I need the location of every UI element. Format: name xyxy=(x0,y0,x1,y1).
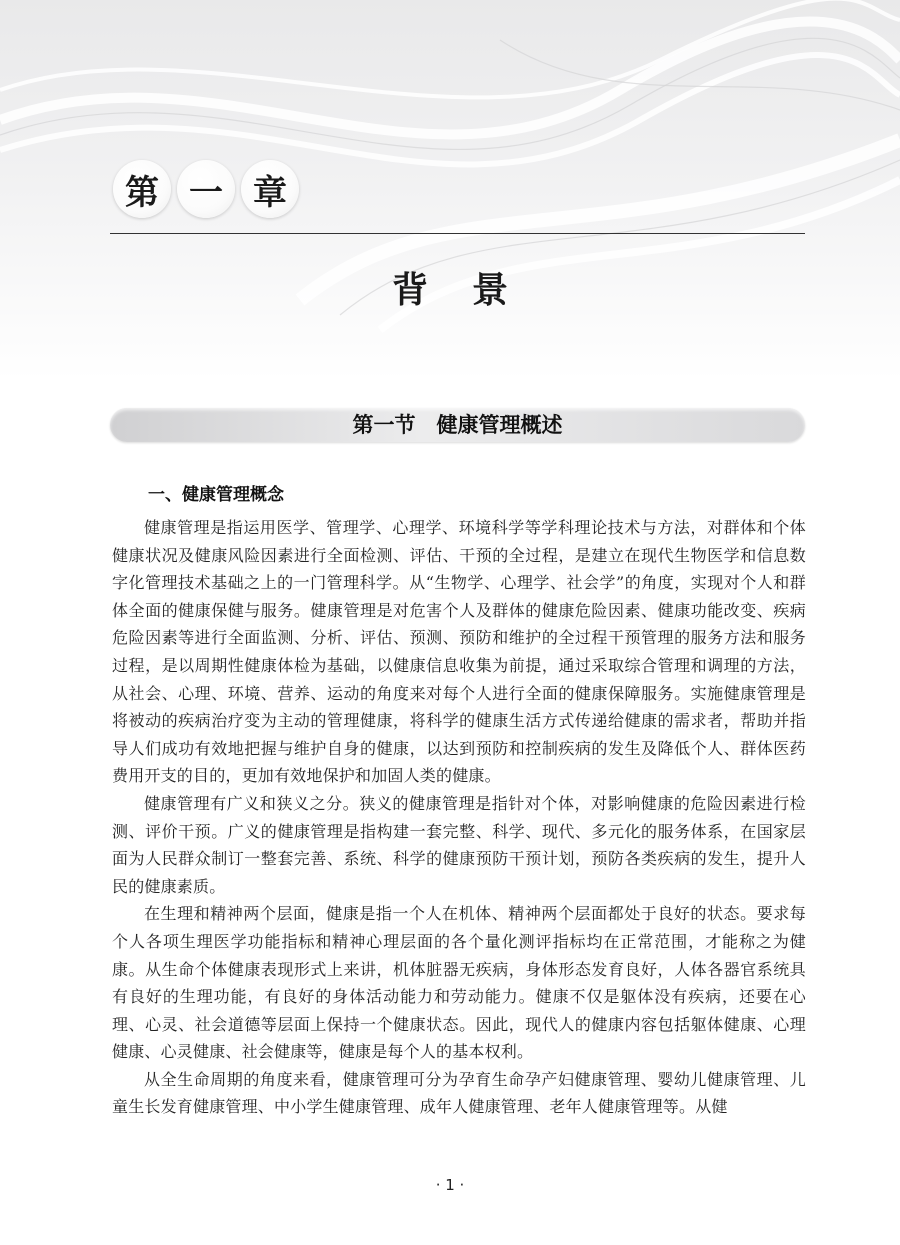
paragraph: 在生理和精神两个层面，健康是指一个人在机体、精神两个层面都处于良好的状态。要求每个人各项生理医学功能指标和精神心理层面的各个量化测评指标均在正常范围，才能称之为健康。从生命个体健康表现形式上来讲，机体脏器无疾病，身体形态发育良好，人体各器官系统具有良好的生理功能，有良好的身体活动能力和劳动能力。健康不仅是躯体没有疾病，还要在心理、心灵、社会道德等层面上保持一个健康状态。因此，现代人的健康内容包括躯体健康、心理健康、心灵健康、社会健康等，健康是每个人的基本权利。 xyxy=(112,904,806,1062)
chapter-heading xyxy=(113,160,299,218)
section-banner xyxy=(110,408,805,442)
body-text xyxy=(112,514,806,1121)
paragraph: 健康管理是指运用医学、管理学、心理学、环境科学等学科理论技术与方法，对群体和个体健康状况及健康风险因素进行全面检测、评估、干预的全过程，是建立在现代生物医学和信息数字化管理技术基础之上的一门管理科学。从“生物学、心理学、社会学”的角度，实现对个人和群体全面的健康保健与服务。健康管理是对危害个人及群体的健康危险因素、健康功能改变、疾病危险因素等进行全面监测、分析、评估、预测、预防和维护的全过程干预管理的服务方法和服务过程，是以周期性健康体检为基础，以健康信息收集为前提，通过采取综合管理和调理的方法，从社会、心理、环境、营养、运动的角度来对每个人进行全面的健康保障服务。实施健康管理是将被动的疾病治疗变为主动的管理健康，将科学的健康生活方式传递给健康的需求者，帮助并指导人们成功有效地把握与维护自身的健康，以达到预防和控制疾病的发生及降低个人、群体医药费用开支的目的，更加有效地保护和加固人类的健康。 xyxy=(112,518,806,786)
paragraph: 从全生命周期的角度来看，健康管理可分为孕育生命孕产妇健康管理、婴幼儿健康管理、儿童生长发育健康管理、中小学生健康管理、成年人健康管理、老年人健康管理等。从健 xyxy=(112,1069,806,1117)
chapter-title: 背景 xyxy=(391,270,552,311)
section-title: 第一节 健康管理概述 xyxy=(352,413,563,437)
chapter-char: 一 xyxy=(177,160,235,218)
chapter-char: 第 xyxy=(113,160,171,218)
paragraph: 健康管理有广义和狭义之分。狭义的健康管理是指针对个体，对影响健康的危险因素进行检测、评价干预。广义的健康管理是指构建一套完整、科学、现代、多元化的服务体系，在国家层面为人民群众制订一整套完善、系统、科学的健康预防干预计划，预防各类疾病的发生，提升人民的健康素质。 xyxy=(112,793,806,896)
subheading: 一、健康管理概念 xyxy=(148,485,284,505)
divider xyxy=(110,233,805,234)
chapter-char: 章 xyxy=(241,160,299,218)
page-number: · 1 · xyxy=(435,1176,465,1194)
